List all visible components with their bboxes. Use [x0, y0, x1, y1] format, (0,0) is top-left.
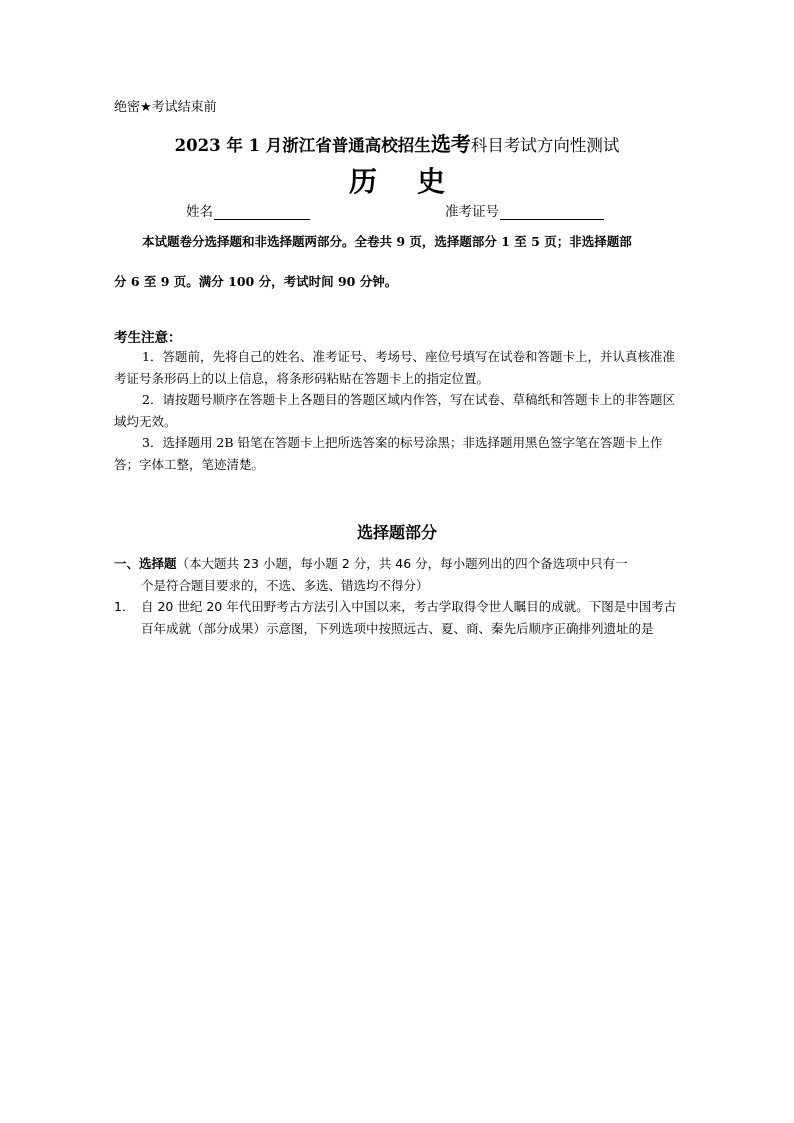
subject-title: 历史 — [348, 165, 485, 198]
question-1 — [114, 596, 684, 639]
notice-item-3: 3．选择题用 2B 铅笔在答题卡上把所选答案的标号涂黑；非选择题用黑色签字笔在答题卡上作答；字体工整，笔迹清楚。 — [114, 435, 663, 472]
question-1-text: 自 20 世纪 20 年代田野考古方法引入中国以来，考古学取得令世人瞩目的成就。下图是中国考古百年成就（部分成果）示意图，下列选项中按照远古、夏、商、秦先后顺序正确排列遗址的是 — [141, 599, 677, 636]
exam-id-blank-line — [500, 205, 604, 220]
notice-item-1: 1．答题前，先将自己的姓名、准考证号、考场号、座位号填写在试卷和答题卡上，并认真核准准考证号条形码上的以上信息，将条形码粘贴在答题卡上的指定位置。 — [114, 349, 675, 386]
name-field — [186, 200, 310, 220]
notice-item-2: 2．请按题号顺序在答题卡上各题目的答题区域内作答，写在试卷、草稿纸和答题卡上的非答题区域均无效。 — [114, 392, 675, 429]
part-lead: 一、选择题 — [114, 556, 177, 571]
intro-line-1: 本试题卷分选择题和非选择题两部分。全卷共 9 页，选择题部分 1 至 5 页；非选择题部 — [142, 234, 632, 249]
part-instructions — [114, 553, 684, 596]
exam-id-label: 准考证号 — [445, 204, 499, 220]
section-title: 选择题部分 — [356, 523, 437, 542]
notice-title: 考生注意： — [114, 330, 182, 346]
question-1-number: 1. — [114, 599, 126, 614]
part-desc-1: （本大题共 23 小题，每小题 2 分，共 46 分，每小题列出的四个备选项中只有一 — [176, 556, 628, 571]
exam-id-field — [445, 200, 604, 220]
exam-title-emphasis: 选考 — [430, 132, 471, 156]
part-desc-2: 个是符合题目要求的，不选、多选、错选均不得分） — [141, 577, 429, 593]
exam-title — [0, 128, 794, 157]
exam-title-part2: 科目考试方向性测试 — [470, 136, 620, 155]
exam-title-part1: 2023 年 1 月浙江省普通高校招生 — [174, 136, 431, 155]
intro-line-2: 分 6 至 9 页。满分 100 分，考试时间 90 分钟。 — [114, 274, 398, 289]
name-blank-line — [214, 205, 310, 220]
notice-list — [114, 346, 684, 475]
confidential-mark: 绝密★考试结束前 — [114, 100, 217, 115]
name-label: 姓名 — [186, 204, 213, 220]
